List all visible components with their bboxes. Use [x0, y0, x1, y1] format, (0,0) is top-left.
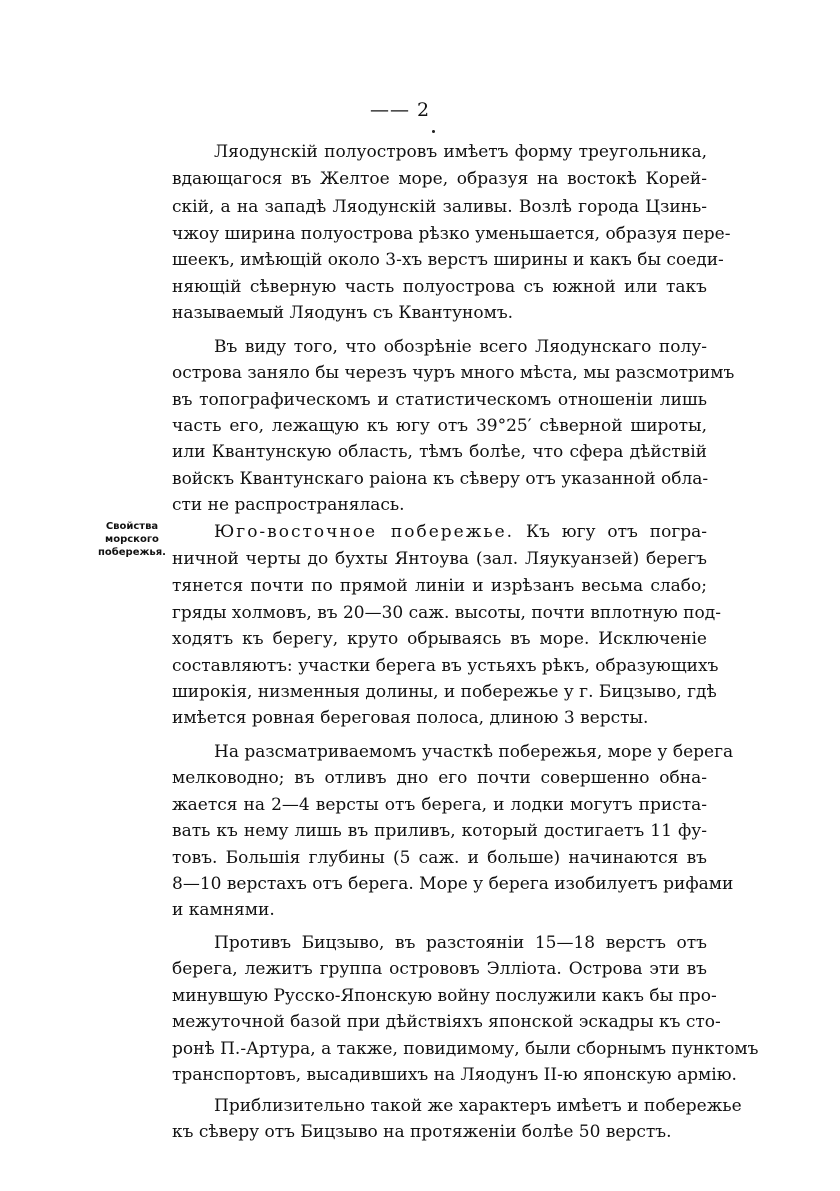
text-line: транспортовъ, высадившихъ на Ляодунъ II-ю японскую армію.: [172, 1065, 737, 1085]
text-line: 8—10 верстахъ отъ берега. Море у берега изобилуетъ рифами: [172, 874, 734, 894]
text-line: жается на 2—4 версты отъ берега, и лодки могутъ приста-: [172, 795, 707, 815]
text-line: мелководно; въ отливъ дно его почти совершенно обна-: [172, 768, 707, 788]
print-dot: [432, 130, 435, 133]
text-line: въ топографическомъ и статистическомъ отношеніи лишь: [172, 390, 707, 410]
text-line: ронѣ П.-Артура, а также, повидимому, были сборнымъ пунктомъ: [172, 1039, 759, 1059]
text-line: тянется почти по прямой линіи и изрѣзанъ весьма слабо;: [172, 576, 707, 596]
text-line: ходятъ къ берегу, круто обрываясь въ море. Исключеніе: [172, 629, 707, 649]
text-line: гряды холмовъ, въ 20—30 саж. высоты, почти вплотную под-: [172, 603, 721, 623]
text-line: На разсматриваемомъ участкѣ побережья, море у берега: [214, 742, 734, 762]
text-line: называемый Ляодунъ съ Квантуномъ.: [172, 303, 514, 323]
margin-note: [96, 520, 168, 559]
section-heading-line: [214, 517, 707, 547]
text-line: минувшую Русско-Японскую войну послужили какъ бы про-: [172, 986, 717, 1006]
text-line: составляютъ: участки берега въ устьяхъ рѣкъ, образующихъ: [172, 656, 719, 676]
margin-note-line-1: Свойства: [105, 521, 159, 532]
text-line: чжоу ширина полуострова рѣзко уменьшается, образуя пере-: [172, 224, 731, 244]
text-line: и камнями.: [172, 900, 275, 920]
text-line: товъ. Большія глубины (5 саж. и больше) начинаются въ: [172, 848, 707, 868]
section-heading-continuation: Къ югу отъ погра-: [514, 522, 707, 542]
text-line: часть его, лежащую къ югу отъ 39°25′ сѣверной широты,: [172, 416, 707, 436]
text-line: войскъ Квантунскаго раіона къ сѣверу отъ указанной обла-: [172, 469, 709, 489]
text-line: ничной черты до бухты Янтоува (зал. Ляукуанзей) берегъ: [172, 549, 707, 569]
text-line: Ляодунскій полуостровъ имѣетъ форму треугольника,: [214, 142, 707, 162]
text-line: вдающагося въ Желтое море, образуя на востокѣ Корей-: [172, 169, 707, 189]
text-line: межуточной базой при дѣйствіяхъ японской эскадры къ сто-: [172, 1012, 721, 1032]
text-line: Противъ Бицзыво, въ разстояніи 15—18 верстъ отъ: [214, 933, 707, 953]
text-line: къ сѣверу отъ Бицзыво на протяженіи болѣе 50 верстъ.: [172, 1122, 672, 1142]
text-line: сти не распространялась.: [172, 495, 405, 515]
text-line: вать къ нему лишь въ приливъ, который достигаетъ 11 фу-: [172, 821, 707, 841]
text-line: Въ виду того, что обозрѣніе всего Ляодунскаго полу-: [214, 337, 707, 357]
page-number: —— 2: [370, 99, 431, 121]
text-line: или Квантунскую область, тѣмъ болѣе, что сфера дѣйствій: [172, 442, 707, 462]
text-line: берега, лежитъ группа острововъ Эллiота. Острова эти въ: [172, 959, 707, 979]
text-line: широкія, низменныя долины, и побережье у г. Бицзыво, гдѣ: [172, 682, 717, 702]
margin-note-line-3: побережья.: [98, 547, 166, 558]
text-line: острова заняло бы черезъ чуръ много мѣста, мы разсмотримъ: [172, 363, 735, 383]
text-line: имѣется ровная береговая полоса, длиною 3 версты.: [172, 708, 649, 728]
text-line: няющій сѣверную часть полуострова съ южной или такъ: [172, 277, 707, 297]
text-line: скій, а на западѣ Ляодунскій заливы. Возлѣ города Цзинь-: [172, 197, 707, 217]
margin-note-line-2: морского: [105, 534, 159, 545]
text-line: Приблизительно такой же характеръ имѣетъ и побережье: [214, 1096, 742, 1116]
text-line: шеекъ, имѣющій около 3-хъ верстъ ширины и какъ бы соеди-: [172, 250, 724, 270]
section-heading: Юго-восточное побережье.: [214, 522, 515, 542]
